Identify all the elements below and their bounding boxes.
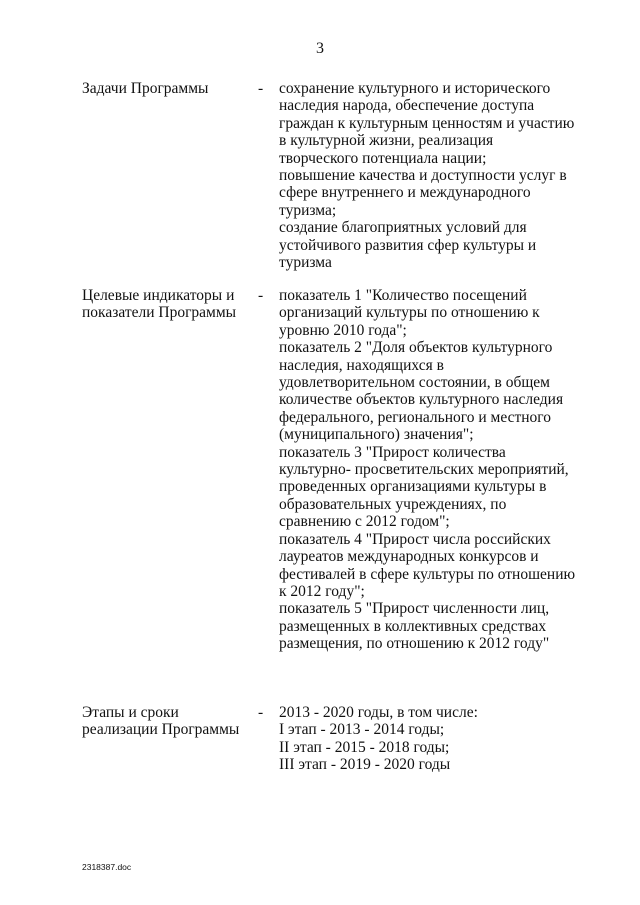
- body-line: 2013 - 2020 годы, в том числе:: [279, 704, 478, 721]
- body-line: культурно- просветительских мероприятий,: [279, 461, 569, 479]
- body-line: лауреатов международных конкурсов и: [279, 548, 539, 566]
- body-line: II этап - 2015 - 2018 годы;: [279, 738, 450, 756]
- body-line: показатель 5 "Прирост численности лиц,: [279, 600, 550, 618]
- section-label: [82, 80, 252, 97]
- dash-marker: -: [258, 80, 264, 97]
- label-line: Задачи Программы: [82, 80, 209, 97]
- body-line: размещения, по отношению к 2012 году": [279, 635, 550, 653]
- body-line: показатель 4 "Прирост числа российских: [279, 530, 551, 548]
- body-line: показатель 3 "Прирост количества: [279, 443, 506, 461]
- body-line: к 2012 году";: [279, 582, 365, 600]
- body-line: показатель 1 "Количество посещений: [279, 287, 527, 304]
- body-line: наследия народа, обеспечение доступа: [279, 97, 535, 115]
- body-line: туризма;: [279, 201, 337, 219]
- body-line: проведенных организациями культуры в: [279, 478, 547, 496]
- body-line: сфере внутреннего и международного: [279, 184, 531, 202]
- page-number: 3: [316, 40, 324, 57]
- section-body: [279, 80, 599, 271]
- body-line: образовательных учреждениях, по: [279, 495, 507, 513]
- label-line: Этапы и сроки: [82, 704, 179, 721]
- body-line: размещенных в коллективных средствах: [279, 617, 547, 635]
- body-line: I этап - 2013 - 2014 годы;: [279, 721, 445, 739]
- body-line: устойчивого развития сфер культуры и: [279, 236, 537, 254]
- body-line: федерального, регионального и местного: [279, 408, 552, 426]
- body-line: удовлетворительном состоянии, в общем: [279, 374, 550, 392]
- label-line: реализации Программы: [82, 721, 240, 739]
- body-line: создание благоприятных условий для: [279, 219, 527, 237]
- label-line: Целевые индикаторы и: [82, 287, 235, 304]
- body-line: уровню 2010 года";: [279, 321, 407, 339]
- body-line: количестве объектов культурного наследия: [279, 391, 564, 409]
- body-line: организаций культуры по отношению к: [279, 304, 540, 322]
- document-filename: 2318387.doc: [82, 862, 132, 872]
- label-line: показатели Программы: [82, 304, 237, 322]
- body-line: фестивалей в сфере культуры по отношению: [279, 565, 576, 583]
- dash-marker: -: [258, 704, 264, 721]
- section-label: [82, 287, 252, 322]
- body-line: туризма: [279, 254, 332, 272]
- section-label: [82, 704, 252, 739]
- dash-marker: -: [258, 287, 264, 304]
- body-line: творческого потенциала нации;: [279, 149, 487, 167]
- section-body: [279, 704, 599, 774]
- body-line: граждан к культурным ценностям и участию: [279, 114, 575, 132]
- body-line: в культурной жизни, реализация: [279, 132, 494, 150]
- body-line: наследия, находящихся в: [279, 356, 444, 374]
- body-line: III этап - 2019 - 2020 годы: [279, 756, 451, 774]
- body-line: показатель 2 "Доля объектов культурного: [279, 339, 553, 357]
- body-line: сравнению с 2012 годом";: [279, 513, 450, 531]
- body-line: сохранение культурного и исторического: [279, 80, 551, 97]
- section-body: [279, 287, 599, 653]
- body-line: (муниципального) значения";: [279, 426, 474, 444]
- body-line: повышение качества и доступности услуг в: [279, 167, 567, 185]
